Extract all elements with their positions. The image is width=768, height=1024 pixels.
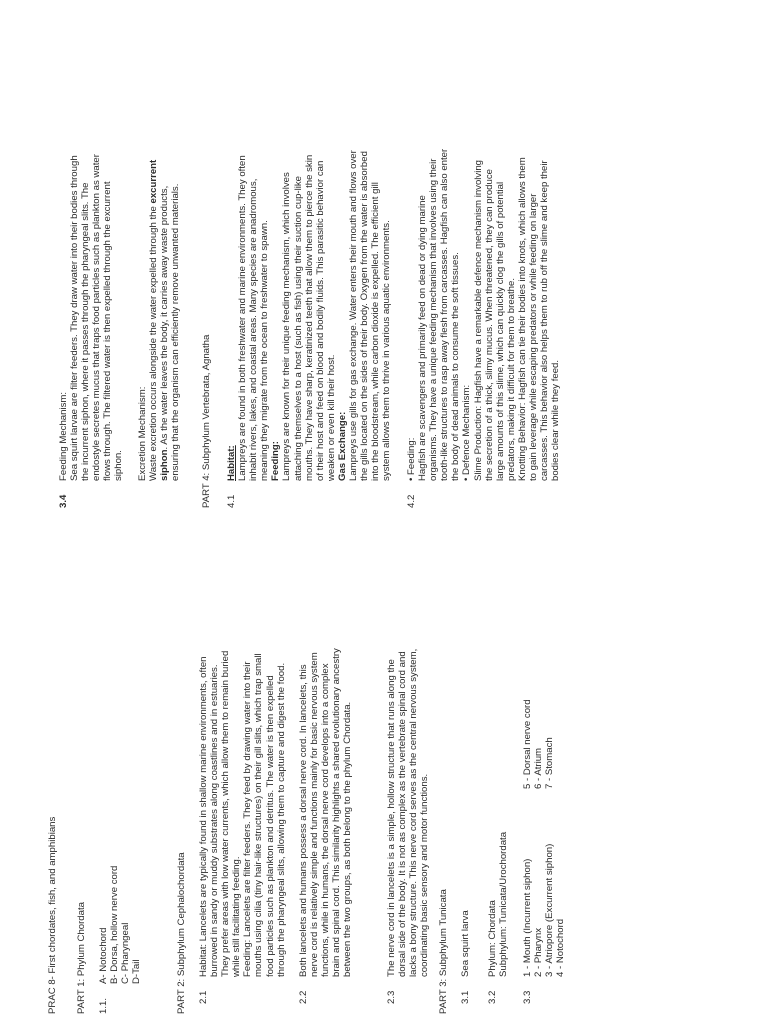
list-item: B- Dorsa, hollow nerve cord	[109, 865, 121, 984]
list-item: 4 - Notochord	[555, 918, 567, 977]
q1-1-list	[98, 866, 142, 984]
part3-title: PART 3: Subphylum Tunicata	[438, 889, 449, 1014]
q2-2-answer: Both lancelets and humans possess a dorsal nerve cord. In lancelets, this nerve cord is relatively simple and functions mainly for basic nervous system functions, while in humans, the dorsal nerve cord develops into a complex brain and spinal cord. This similarity highlights a shared evolutionary ancestry between the two groups, as both belong to the phylum Chordata.	[298, 648, 354, 977]
q4-2-number: 4.2	[406, 494, 417, 508]
list-item: 3 - Atriopore (Excurrent siphon)	[544, 843, 556, 977]
list-item: 1 - Mouth (Incurrent siphon)	[522, 858, 533, 977]
list-item: D-Tail	[131, 959, 143, 984]
q2-1-number: 2.1	[198, 990, 209, 1004]
q4-1-answer: Habitat: Lampreys are found in both freshwater and marine environments. They often inhabit rivers, lakes, and coastal areas. Many species are anadromous, meaning they migrate from the ocean to freshwater to spawn. Feeding: Lampreys are known for their unique feeding mechanism, which involves attaching themselves to a host (such as fish) using their suction cup-like mouths. They have sharp, keratinized teeth that allow them to pierce the skin of their host and feed on blood and bodily fluids. This parasitic behavior can weaken or even kill their host. Gas Exchange: Lampreys use gills for gas exchange. Water enters their mouth and flows over the gills located on the sides of their body. Oxygen from the water is absorbed into the bloodstream, while carbon dioxide is expelled. The efficient gill system allows them to thrive in various aquatic environments.	[226, 150, 393, 481]
q2-2-number: 2.2	[298, 990, 309, 1004]
q1-1-number: 1.1.	[98, 997, 109, 1014]
part4-title: PART 4: Subphylum Vertebrata, Agnatha	[201, 334, 212, 508]
prac-title: PRAC 8- First chordates, fish, and amphibians	[47, 816, 58, 1014]
q4-2-answer: • Feeding: Hagfish are scavengers and primarily feed on dead or dying marine organisms. They have a unique feeding mechanism that involves using their tooth-like structures to rasp away flesh from carcasses. Hagfish can also enter the body of dead animals to consume the soft tissues. • Defence Mechanism: Slime Production: Hagfish have a remarkable defence mechanism involving the secretion of a thick, slimy mucus. When threatened, they can produce large amounts of this slime, which can quickly clog the gills of potential predators, making it difficult for them to breathe. Knotting Behavior: Hagfish can tie their bodies into knots, which allows them to gain leverage while escaping predators or while feeding on larger carcasses. This behavior also helps them to rub off the slime and keep their bodies clear while they feed.	[406, 148, 562, 481]
q2-3-number: 2.3	[386, 990, 397, 1004]
q2-1-answer: Habitat: Lancelets are typically found in shallow marine environments, often burrowed in sandy or muddy substrates along coastlines and in estuaries. They prefer areas with low water currents, which allow them to remain buried while still facilitating feeding. Feeding: Lancelets are filter feeders. They feed by drawing water into their mouths using cilia (tiny hair-like structures) on their gill slits, which trap small food particles such as plankton and detritus. The water is then expelled through the pharyngeal slits, allowing them to capture and digest the food.	[198, 650, 287, 977]
list-item: 7 - Stomach	[544, 737, 556, 789]
part1-title: PART 1: Phylum Chordata	[76, 902, 87, 1014]
q3-2-answer: Phylum: Chordata Subphylum: Tunicata/Urochordata	[487, 831, 510, 977]
excretion-answer: Excretion Mechanism: Waste excretion occurs alongside the water expelled through the excurrent siphon. As the water leaves the body, it carries away waste products, ensuring that the organism can efficiently remove unwanted materials.	[137, 159, 182, 481]
q2-3-answer: The nerve cord in lancelets is a simple, hollow structure that runs along the dorsal side of the body. It is not as complex as the vertebrate spinal cord and lacks a bony structure. This nerve cord serves as the central nervous system, coordinating basic sensory and motor functions.	[386, 648, 431, 977]
q3-1-answer: Sea squirt larva	[460, 910, 471, 977]
q3-2-number: 3.2	[487, 990, 498, 1004]
list-item: 6 - Atrium	[533, 747, 545, 789]
list-item: C- Pharyngeal	[120, 922, 132, 984]
q3-1-number: 3.1	[460, 990, 471, 1004]
q3-4-number: 3.4	[58, 494, 69, 508]
list-item: 5 - Dorsal nerve cord	[522, 699, 533, 789]
list-item: 2 - Pharynx	[533, 927, 545, 977]
q3-3-labels	[522, 699, 566, 977]
list-item: A- Notochord	[98, 927, 109, 984]
q3-3-number: 3.3	[522, 990, 533, 1004]
part2-title: PART 2: Subphylum Cephalochordata	[176, 852, 187, 1014]
q3-4-answer: Feeding Mechanism: Sea squirt larvae are filter feeders. They draw water into their bodies through the incurrent siphon, where it passes through the pharyngeal slits. The endostyle secretes mucus that traps food particles such as plankton as water flows through. The filtered water is then expelled through the excurrent siphon.	[58, 154, 125, 481]
q4-1-number: 4.1	[226, 494, 237, 508]
